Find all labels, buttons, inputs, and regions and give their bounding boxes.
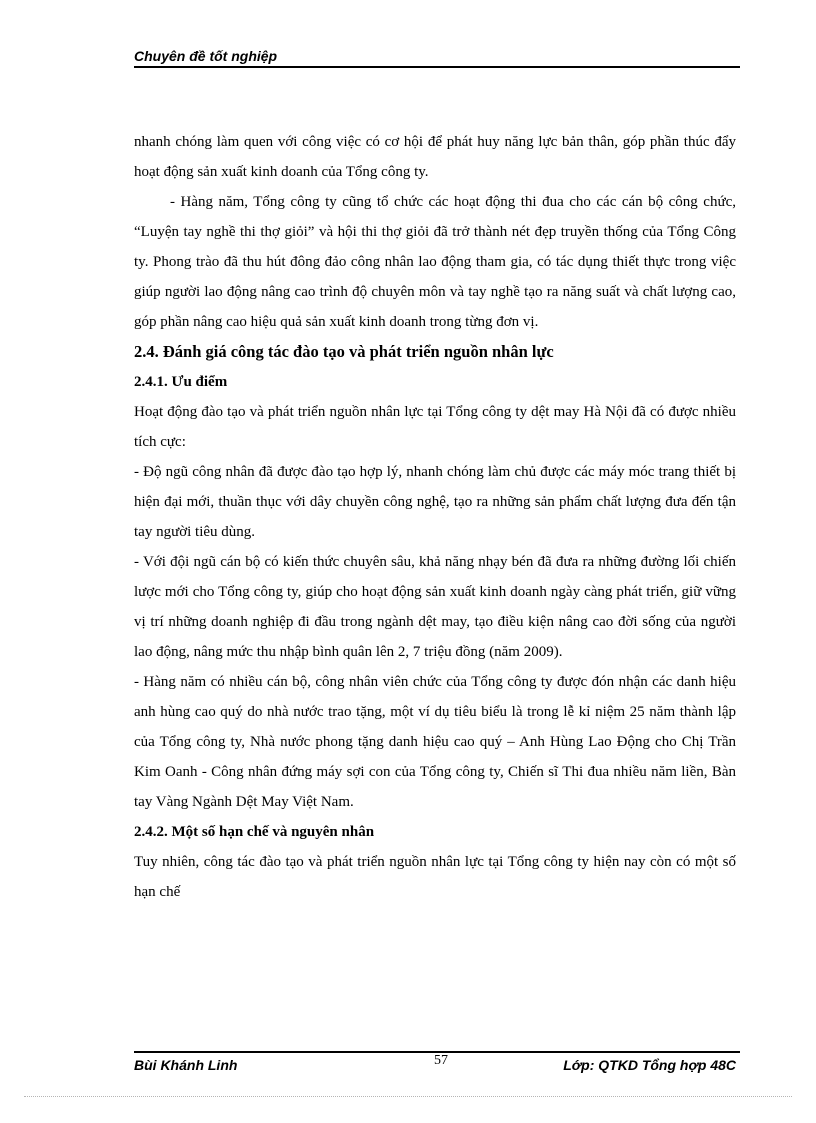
footer-class-label: Lớp: QTKD Tổng hợp 48C [563,1057,736,1073]
header-title: Chuyên đề tốt nghiệp [134,48,278,64]
paragraph-workers-trained: - Độ ngũ công nhân đã được đào tạo hợp lý, nhanh chóng làm chủ được các máy móc trang thiết bị hiện đại mới, thuần thục với dây chuyền công nghệ, tạo ra những sản phẩm chất lượng đưa đến tận tay người tiêu dùng. [134,464,736,540]
paragraph-honors: - Hàng năm có nhiều cán bộ, công nhân viên chức của Tổng công ty được đón nhận các danh hiệu anh hùng cao quý do nhà nước trao tặng, một ví dụ tiêu biểu là trong lễ kỉ niệm 25 năm thành lập của Tổng công ty, Nhà nước phong tặng danh hiệu cao quý – Anh Hùng Lao Động cho Chị Trần Kim Oanh - Công nhân đứng máy sợi con của Tổng công ty, Chiến sĩ Thi đua nhiều năm liền, Bàn tay Vàng Ngành Dệt May Việt Nam. [134,674,736,810]
paragraph-cadres-knowledge: - Với đội ngũ cán bộ có kiến thức chuyên sâu, khả năng nhạy bén đã đưa ra những đường lối chiến lược mới cho Tổng công ty, giúp cho hoạt động sản xuất kinh doanh ngày càng phát triển, giữ vững vị trí những doanh nghiệp đi đầu trong ngành dệt may, tạo điều kiện nâng cao đời sống của người lao động, nâng mức thu nhập bình quân lên 2, 7 triệu đồng (năm 2009). [134,554,736,660]
subsection-heading-2-4-1: 2.4.1. Ưu điểm [134,374,228,390]
footer-author: Bùi Khánh Linh [134,1057,238,1073]
paragraph-advantages-intro: Hoạt động đào tạo và phát triển nguồn nhân lực tại Tổng công ty dệt may Hà Nội đã có được nhiều tích cực: [134,404,736,450]
page-footer [134,1051,740,1081]
page-header [134,48,740,68]
page-bottom-dotted-rule [24,1096,792,1097]
section-heading-2-4: 2.4. Đánh giá công tác đào tạo và phát triển nguồn nhân lực [134,342,554,361]
paragraph-continuation: nhanh chóng làm quen với công việc có cơ hội để phát huy năng lực bản thân, góp phần thúc đẩy hoạt động sản xuất kinh doanh của Tổng công ty. [134,134,736,180]
paragraph-limitations: Tuy nhiên, công tác đào tạo và phát triển nguồn nhân lực tại Tổng công ty hiện nay còn có một số hạn chế [134,854,736,900]
paragraph-emulation-contest: - Hàng năm, Tổng công ty cũng tổ chức các hoạt động thi đua cho các cán bộ công chức, “Luyện tay nghề thi thợ giỏi” và hội thi thợ giỏi đã trở thành nét đẹp truyền thống của Tổng Công ty. Phong trào đã thu hút đông đảo công nhân lao động tham gia, có tác dụng thiết thực trong việc giúp người lao động nâng cao trình độ chuyên môn và tay nghề tạo ra năng suất và chất lượng cao, góp phần nâng cao hiệu quả sản xuất kinh doanh trong từng đơn vị. [134,194,736,330]
subsection-heading-2-4-2: 2.4.2. Một số hạn chế và nguyên nhân [134,824,375,840]
page-body [134,127,736,907]
page-number: 57 [434,1053,448,1068]
